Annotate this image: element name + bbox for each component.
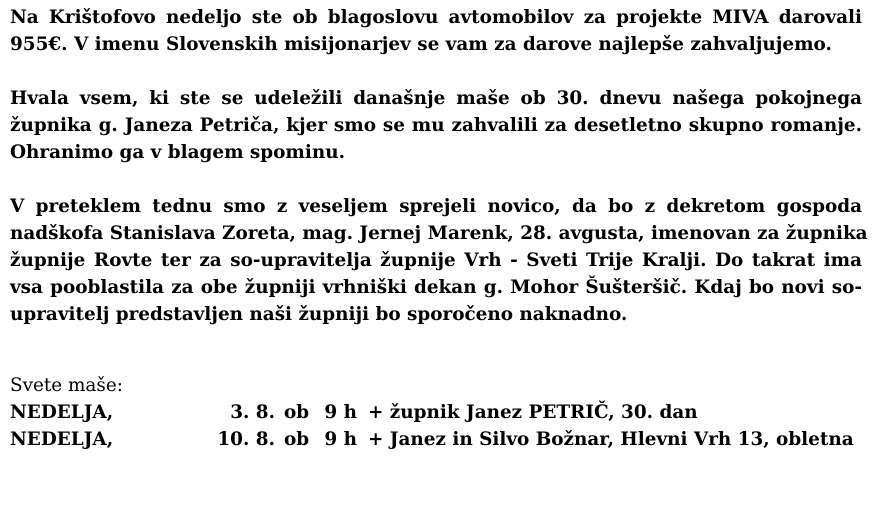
mass-date: 3. 8. [230,402,275,423]
mass-time: 9 h [324,429,357,450]
masses-heading: Svete maše: [10,375,123,396]
text-line: Na Krištofovo nedeljo ste ob blagoslovu avtomobilov za projekte MIVA darovali [10,7,862,28]
bulletin-page [10,4,868,453]
paragraph-new-administrator [10,193,868,328]
mass-schedule-row [10,399,862,426]
text-line: 955€. V imenu Slovenskih misijonarjev se vam za darove najlepše zahvaljujemo. [10,34,832,55]
paragraph-thanks-memorial [10,85,862,166]
mass-ob: ob [284,429,310,450]
text-line: Hvala vsem, ki ste se udeležili današnje maše ob 30. dnevu našega pokojnega [10,88,862,109]
section-spacer [10,328,862,372]
text-line: Ohranimo ga v blagem spominu. [10,142,346,163]
text-line: župnika g. Janeza Petriča, kjer smo se mu zahvalili za desetletno skupno romanje. [10,115,862,136]
mass-day: NEDELJA, [10,429,114,450]
mass-schedule-row [10,426,862,453]
mass-ob: ob [284,402,310,423]
text-line: upravitelj predstavljen naši župniji bo sporočeno naknadno. [10,304,628,325]
mass-intention: + župnik Janez PETRIČ, 30. dan [368,402,698,423]
paragraph-spacer [10,166,862,193]
text-line: vsa pooblastila za obe župniji vrhniški dekan g. Mohor Šušteršič. Kdaj bo novi so- [10,277,862,298]
text-line: V preteklem tednu smo z veseljem sprejeli novico, da bo z dekretom gospoda [10,196,862,217]
text-line: župnije Rovte ter za so-upravitelja župnije Vrh - Sveti Trije Kralji. Do takrat ima [10,250,862,271]
paragraph-miva-donation [10,4,862,58]
mass-time: 9 h [324,402,357,423]
paragraph-spacer [10,58,862,85]
mass-day: NEDELJA, [10,402,114,423]
mass-intention: + Janez in Silvo Božnar, Hlevni Vrh 13, obletna [368,429,854,450]
mass-date: 10. 8. [217,429,275,450]
text-line: nadškofa Stanislava Zoreta, mag. Jernej Marenk, 28. avgusta, imenovan za župnika [10,223,868,244]
